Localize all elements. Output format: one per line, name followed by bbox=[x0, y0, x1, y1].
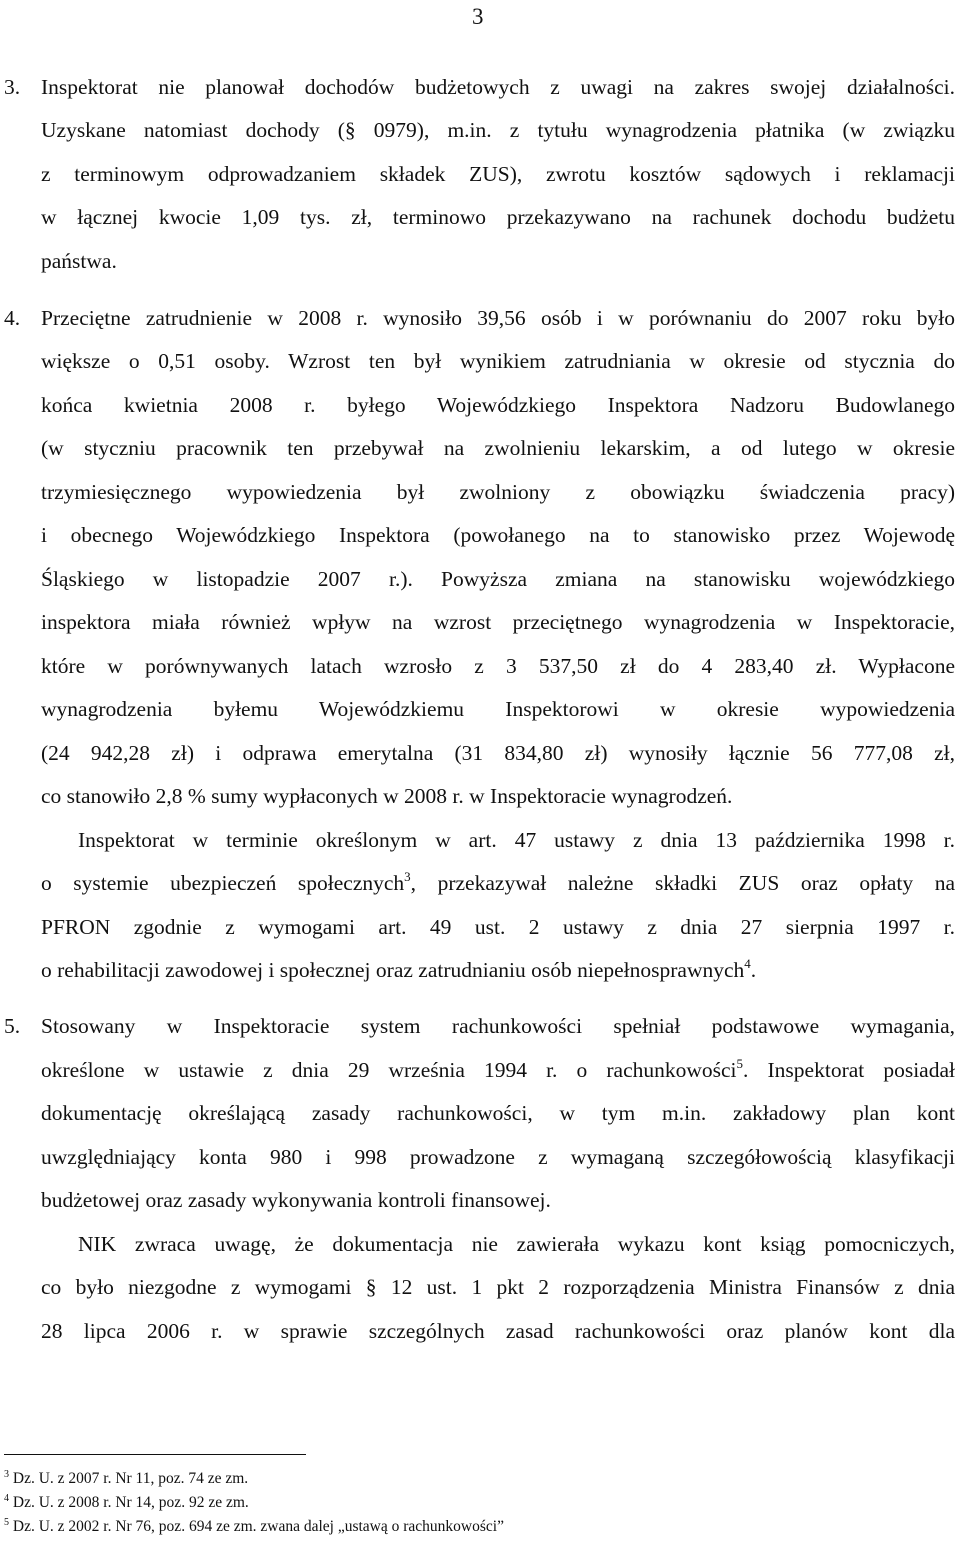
footnote-ref: 5 bbox=[736, 1056, 744, 1071]
footnote bbox=[4, 1470, 248, 1488]
footnote-text: Dz. U. z 2007 r. Nr 11, poz. 74 ze zm. bbox=[9, 1470, 249, 1487]
footnote-separator bbox=[4, 1454, 306, 1455]
paragraph-line: Stosowany w Inspektoracie system rachunkowości spełniał podstawowe wymagania, bbox=[41, 1014, 955, 1038]
line-text: . bbox=[750, 958, 757, 982]
paragraph-line: większe o 0,51 osoby. Wzrost ten był wynikiem zatrudniania w okresie od stycznia do bbox=[41, 349, 955, 373]
paragraph-line bbox=[41, 869, 955, 897]
paragraph-line: dokumentację określającą zasady rachunkowości, w tym m.in. zakładowy plan kont bbox=[41, 1101, 955, 1125]
section-number: 4. bbox=[4, 306, 21, 330]
paragraph-line: i obecnego Wojewódzkiego Inspektora (powołanego na to stanowisko przez Wojewodę bbox=[41, 523, 955, 547]
section-number: 3. bbox=[4, 75, 21, 99]
paragraph-line: wynagrodzenia byłemu Wojewódzkiemu Inspektorowi w okresie wypowiedzenia bbox=[41, 697, 955, 721]
paragraph-line: Inspektorat w terminie określonym w art. 47 ustawy z dnia 13 października 1998 r. bbox=[78, 828, 955, 852]
paragraph-line: (w styczniu pracownik ten przebywał na zwolnieniu lekarskim, a od lutego w okresie bbox=[41, 436, 955, 460]
paragraph-line: budżetowej oraz zasady wykonywania kontroli finansowej. bbox=[41, 1188, 551, 1212]
line-text: o systemie ubezpieczeń społecznych bbox=[41, 871, 405, 895]
footnote-text: Dz. U. z 2002 r. Nr 76, poz. 694 ze zm. zwana dalej „ustawą o rachunkowości” bbox=[9, 1518, 504, 1535]
section-number: 5. bbox=[4, 1014, 21, 1038]
paragraph-line: Uzyskane natomiast dochody (§ 0979), m.in. z tytułu wynagrodzenia płatnika (w związku bbox=[41, 118, 955, 142]
paragraph-line: Inspektorat nie planował dochodów budżetowych z uwagi na zakres swojej działalności. bbox=[41, 75, 955, 99]
paragraph-line: państwa. bbox=[41, 249, 117, 273]
paragraph-line: 28 lipca 2006 r. w sprawie szczególnych zasad rachunkowości oraz planów kont dla bbox=[41, 1319, 955, 1343]
paragraph-line: w łącznej kwocie 1,09 tys. zł, terminowo przekazywano na rachunek dochodu budżetu bbox=[41, 205, 955, 229]
paragraph-line: co stanowiło 2,8 % sumy wypłaconych w 2008 r. w Inspektoracie wynagrodzeń. bbox=[41, 784, 733, 808]
line-text: określone w ustawie z dnia 29 września 1994 r. o rachunkowości bbox=[41, 1058, 737, 1082]
line-text: . Inspektorat posiadał bbox=[743, 1058, 955, 1082]
footnote bbox=[4, 1494, 249, 1512]
footnote-text: Dz. U. z 2008 r. Nr 14, poz. 92 ze zm. bbox=[9, 1494, 249, 1511]
paragraph-line: Śląskiego w listopadzie 2007 r.). Powyższa zmiana na stanowisku wojewódzkiego bbox=[41, 567, 955, 591]
paragraph-line bbox=[41, 956, 955, 984]
paragraph-line: co było niezgodne z wymogami § 12 ust. 1 pkt 2 rozporządzenia Ministra Finansów z dnia bbox=[41, 1275, 955, 1299]
footnote-mark: 5 bbox=[4, 1517, 9, 1528]
paragraph-line: PFRON zgodnie z wymogami art. 49 ust. 2 ustawy z dnia 27 sierpnia 1997 r. bbox=[41, 915, 955, 939]
paragraph-line: (24 942,28 zł) i odprawa emerytalna (31 834,80 zł) wynosiły łącznie 56 777,08 zł, bbox=[41, 741, 955, 765]
paragraph-line: uwzględniający konta 980 i 998 prowadzone z wymaganą szczegółowością klasyfikacji bbox=[41, 1145, 955, 1169]
footnote bbox=[4, 1518, 504, 1536]
footnote-ref: 3 bbox=[404, 869, 411, 884]
paragraph-line: trzymiesięcznego wypowiedzenia był zwolniony z obowiązku świadczenia pracy) bbox=[41, 480, 955, 504]
paragraph-line: NIK zwraca uwagę, że dokumentacja nie zawierała wykazu kont ksiąg pomocniczych, bbox=[78, 1232, 955, 1256]
paragraph-line: Przeciętne zatrudnienie w 2008 r. wynosiło 39,56 osób i w porównaniu do 2007 roku było bbox=[41, 306, 955, 330]
line-text: , przekazywał należne składki ZUS oraz opłaty na bbox=[410, 871, 955, 895]
paragraph-line: końca kwietnia 2008 r. byłego Wojewódzkiego Inspektora Nadzoru Budowlanego bbox=[41, 393, 955, 417]
paragraph-line: inspektora miała również wpływ na wzrost przeciętnego wynagrodzenia w Inspektoracie, bbox=[41, 610, 955, 634]
line-text: o rehabilitacji zawodowej i społecznej oraz zatrudnianiu osób niepełnosprawnych bbox=[41, 958, 745, 982]
paragraph-line: które w porównywanych latach wzrosło z 3 537,50 zł do 4 283,40 zł. Wypłacone bbox=[41, 654, 955, 678]
footnote-ref: 4 bbox=[744, 956, 751, 971]
footnote-mark: 4 bbox=[4, 1493, 9, 1504]
footnote-mark: 3 bbox=[4, 1469, 9, 1480]
paragraph-line: z terminowym odprowadzaniem składek ZUS), zwrotu kosztów sądowych i reklamacji bbox=[41, 162, 955, 186]
paragraph-line bbox=[41, 1056, 955, 1084]
page-number: 3 bbox=[472, 4, 484, 29]
